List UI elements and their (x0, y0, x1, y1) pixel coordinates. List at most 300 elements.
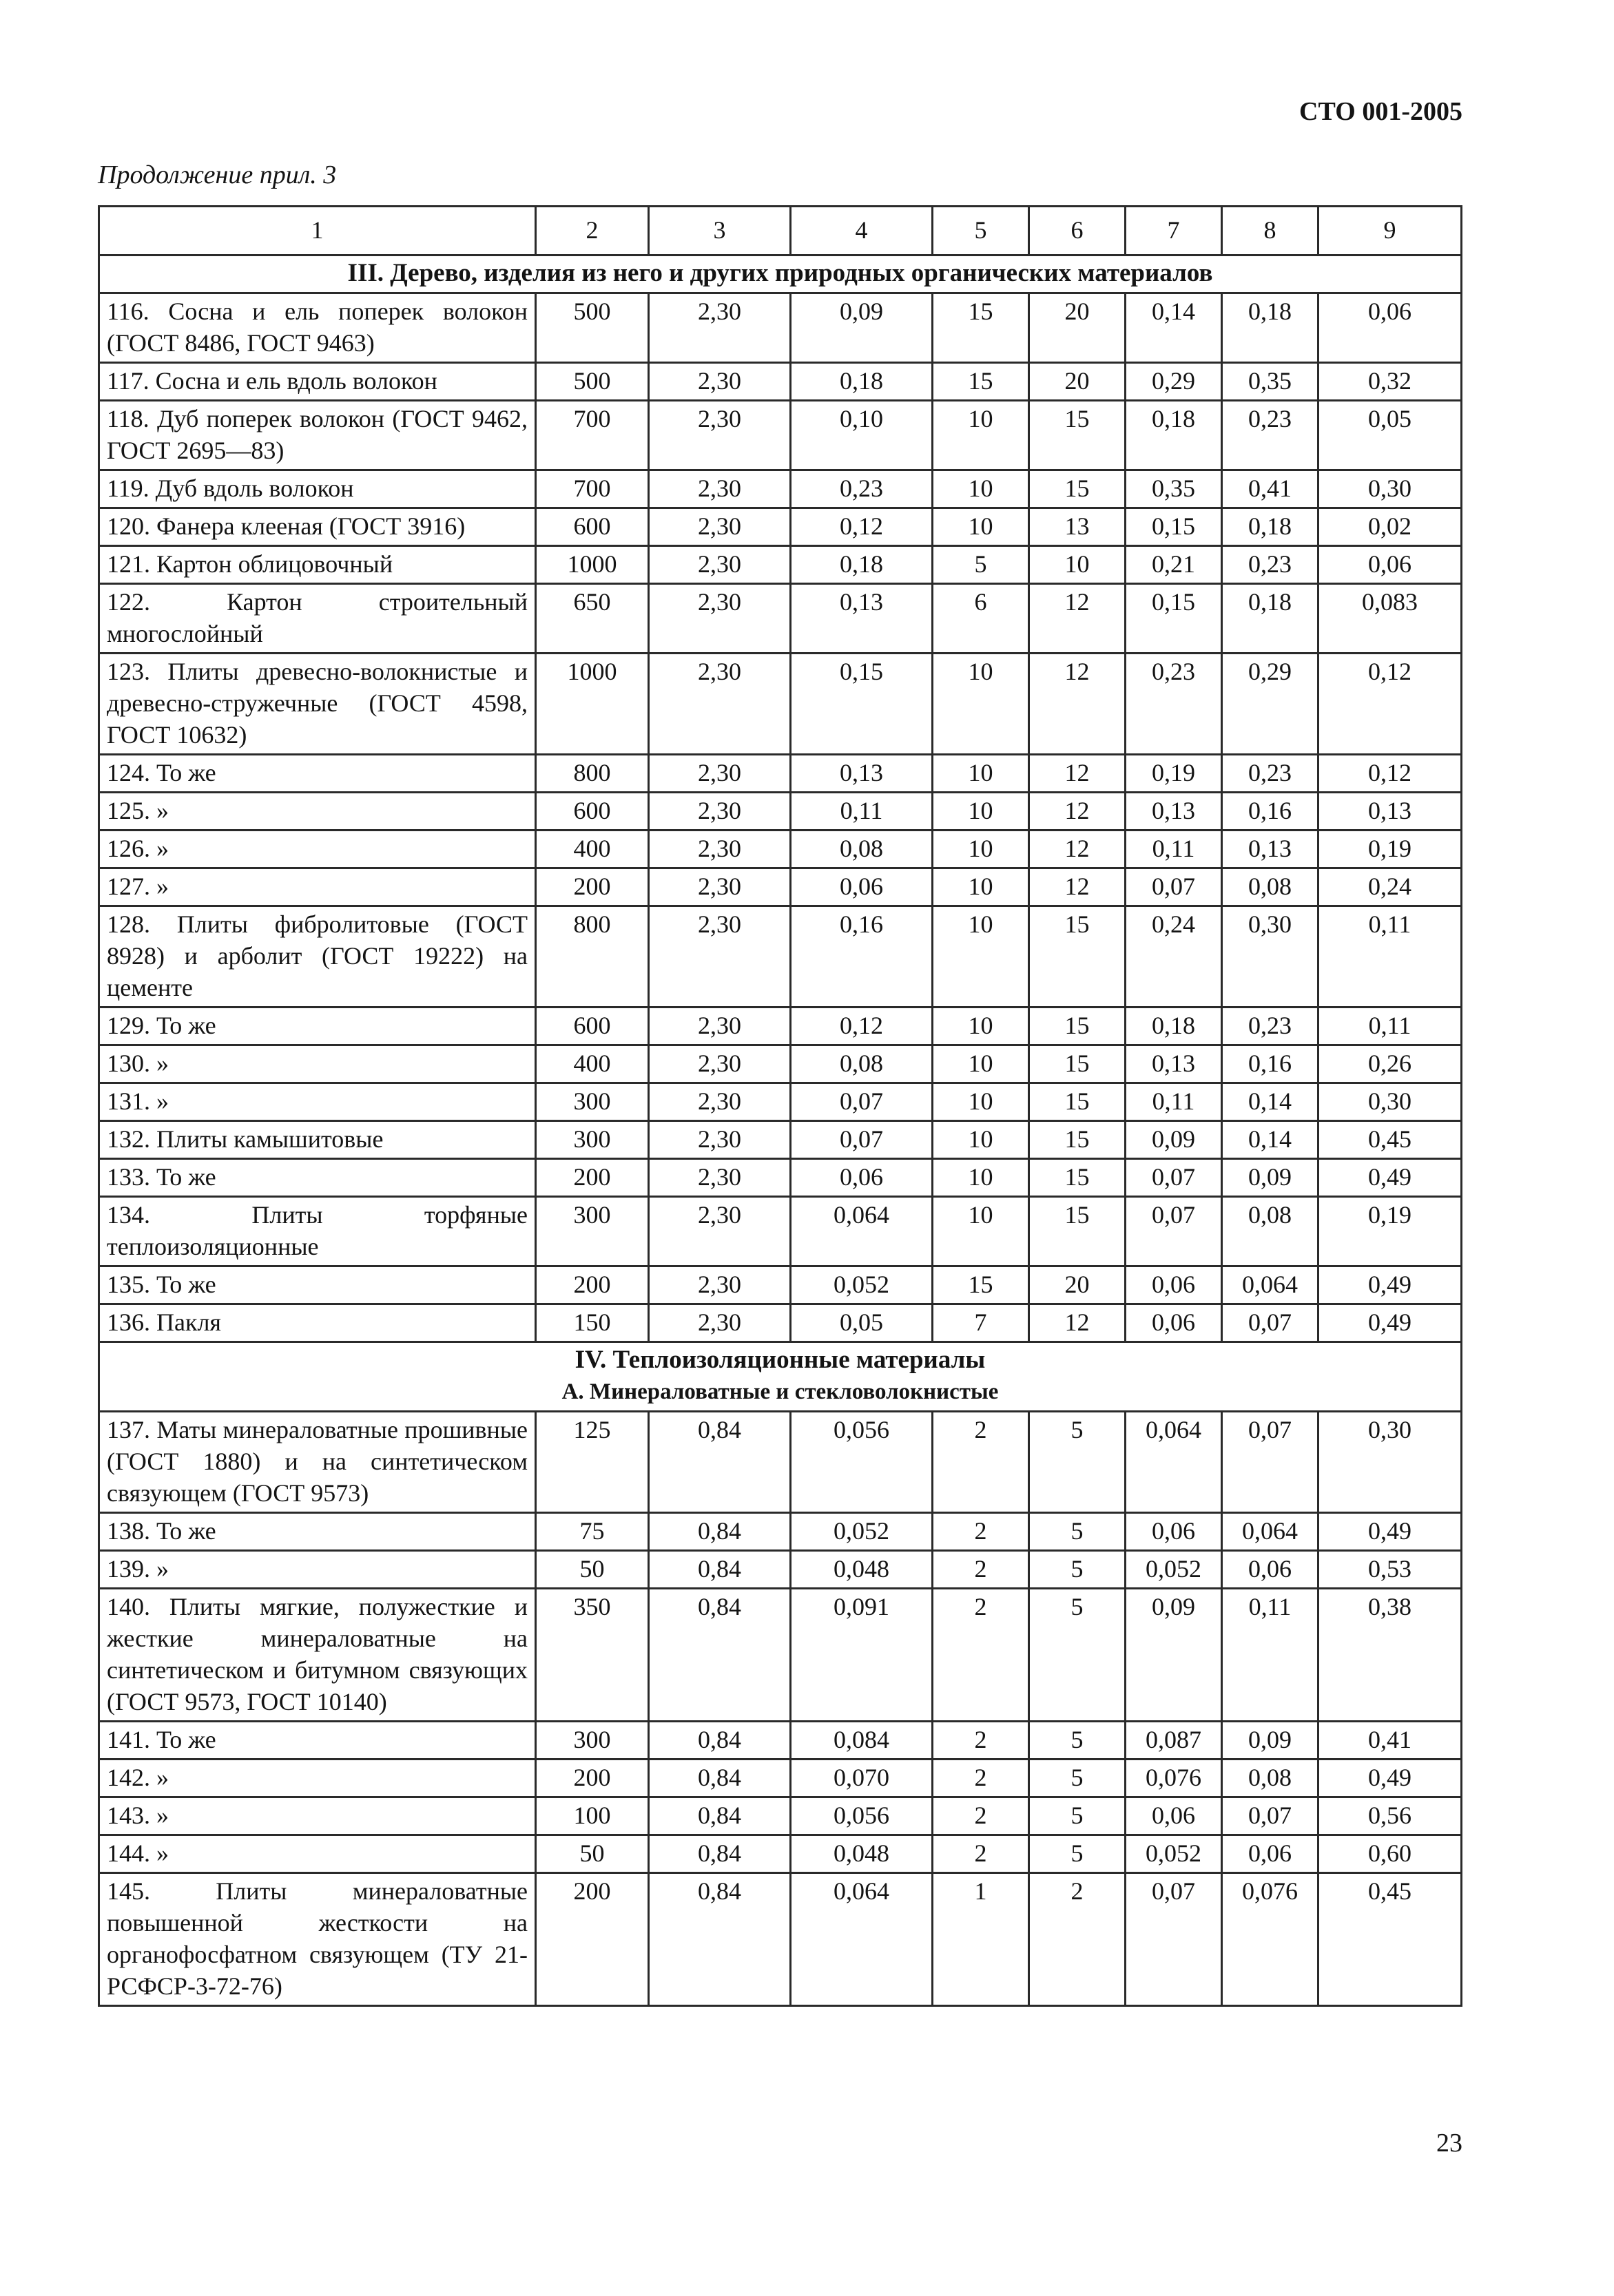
value-cell: 0,35 (1126, 470, 1222, 508)
value-cell: 0,10 (791, 401, 933, 470)
value-cell: 2 (1029, 1873, 1126, 2006)
value-cell: 300 (536, 1722, 649, 1760)
material-name-cell: 117. Сосна и ель вдоль волокон (99, 363, 536, 401)
value-cell: 2,30 (649, 1045, 791, 1083)
value-cell: 0,32 (1318, 363, 1462, 401)
material-name-cell: 141. То же (99, 1722, 536, 1760)
value-cell: 0,08 (1222, 1197, 1318, 1266)
table-row (99, 654, 1462, 755)
value-cell: 0,09 (1222, 1159, 1318, 1197)
value-cell: 0,064 (1222, 1513, 1318, 1551)
value-cell: 0,070 (791, 1760, 933, 1797)
value-cell: 0,23 (1126, 654, 1222, 755)
value-cell: 500 (536, 293, 649, 363)
value-cell: 0,13 (791, 755, 933, 793)
value-cell: 12 (1029, 793, 1126, 831)
value-cell: 0,15 (1126, 508, 1222, 546)
value-cell: 0,064 (1126, 1412, 1222, 1513)
value-cell: 0,12 (791, 508, 933, 546)
table-row (99, 1159, 1462, 1197)
value-cell: 0,11 (1318, 1008, 1462, 1045)
value-cell: 200 (536, 1266, 649, 1304)
value-cell: 10 (933, 401, 1029, 470)
value-cell: 400 (536, 1045, 649, 1083)
value-cell: 100 (536, 1797, 649, 1835)
material-name-cell: 140. Плиты мягкие, полужесткие и жесткие минераловатные на синтетическом и битумном связующих (ГОСТ 9573, ГОСТ 10140) (99, 1589, 536, 1722)
value-cell: 12 (1029, 755, 1126, 793)
table-row (99, 755, 1462, 793)
value-cell: 0,09 (1126, 1121, 1222, 1159)
value-cell: 15 (1029, 1083, 1126, 1121)
value-cell: 0,30 (1222, 906, 1318, 1008)
table-row (99, 546, 1462, 584)
material-name-cell: 139. » (99, 1551, 536, 1589)
value-cell: 0,23 (1222, 755, 1318, 793)
value-cell: 0,23 (1222, 546, 1318, 584)
value-cell: 10 (1029, 546, 1126, 584)
table-row (99, 1551, 1462, 1589)
value-cell: 0,12 (1318, 654, 1462, 755)
value-cell: 0,84 (649, 1551, 791, 1589)
value-cell: 20 (1029, 1266, 1126, 1304)
value-cell: 0,06 (1222, 1551, 1318, 1589)
value-cell: 12 (1029, 1304, 1126, 1342)
value-cell: 50 (536, 1551, 649, 1589)
value-cell: 700 (536, 401, 649, 470)
value-cell: 0,05 (791, 1304, 933, 1342)
value-cell: 2,30 (649, 868, 791, 906)
value-cell: 650 (536, 584, 649, 654)
value-cell: 0,11 (1222, 1589, 1318, 1722)
value-cell: 0,091 (791, 1589, 933, 1722)
value-cell: 0,076 (1222, 1873, 1318, 2006)
material-name-cell: 118. Дуб поперек волокон (ГОСТ 9462, ГОСТ 2695—83) (99, 401, 536, 470)
value-cell: 2,30 (649, 1266, 791, 1304)
value-cell: 0,064 (791, 1197, 933, 1266)
value-cell: 0,38 (1318, 1589, 1462, 1722)
value-cell: 15 (933, 363, 1029, 401)
value-cell: 1 (933, 1873, 1029, 2006)
value-cell: 0,23 (791, 470, 933, 508)
value-cell: 0,45 (1318, 1121, 1462, 1159)
column-number-cell: 9 (1318, 207, 1462, 255)
value-cell: 0,06 (1318, 293, 1462, 363)
value-cell: 0,16 (1222, 1045, 1318, 1083)
value-cell: 0,052 (791, 1266, 933, 1304)
value-cell: 0,07 (1126, 1159, 1222, 1197)
material-name-cell: 128. Плиты фибролитовые (ГОСТ 8928) и арболит (ГОСТ 19222) на цементе (99, 906, 536, 1008)
value-cell: 1000 (536, 654, 649, 755)
value-cell: 0,29 (1222, 654, 1318, 755)
material-name-cell: 133. То же (99, 1159, 536, 1197)
table-row (99, 793, 1462, 831)
value-cell: 5 (1029, 1760, 1126, 1797)
value-cell: 0,84 (649, 1412, 791, 1513)
value-cell: 0,052 (1126, 1835, 1222, 1873)
value-cell: 0,12 (791, 1008, 933, 1045)
value-cell: 0,08 (791, 1045, 933, 1083)
value-cell: 5 (1029, 1589, 1126, 1722)
value-cell: 10 (933, 755, 1029, 793)
value-cell: 350 (536, 1589, 649, 1722)
value-cell: 5 (933, 546, 1029, 584)
value-cell: 0,08 (1222, 868, 1318, 906)
value-cell: 0,35 (1222, 363, 1318, 401)
value-cell: 2,30 (649, 906, 791, 1008)
value-cell: 600 (536, 793, 649, 831)
table-row (99, 363, 1462, 401)
value-cell: 15 (1029, 906, 1126, 1008)
value-cell: 2,30 (649, 1159, 791, 1197)
value-cell: 10 (933, 1008, 1029, 1045)
value-cell: 12 (1029, 584, 1126, 654)
value-cell: 0,056 (791, 1412, 933, 1513)
value-cell: 2 (933, 1551, 1029, 1589)
column-number-row (99, 207, 1462, 255)
value-cell: 7 (933, 1304, 1029, 1342)
value-cell: 0,13 (1318, 793, 1462, 831)
value-cell: 20 (1029, 363, 1126, 401)
value-cell: 0,84 (649, 1873, 791, 2006)
value-cell: 0,19 (1126, 755, 1222, 793)
value-cell: 10 (933, 1197, 1029, 1266)
value-cell: 800 (536, 755, 649, 793)
material-name-cell: 124. То же (99, 755, 536, 793)
value-cell: 2,30 (649, 470, 791, 508)
table-row (99, 1121, 1462, 1159)
table-row (99, 1797, 1462, 1835)
table-row (99, 508, 1462, 546)
table-row (99, 906, 1462, 1008)
value-cell: 75 (536, 1513, 649, 1551)
section-header (99, 255, 1462, 293)
material-name-cell: 134. Плиты торфяные теплоизоляционные (99, 1197, 536, 1266)
value-cell: 2,30 (649, 584, 791, 654)
value-cell: 10 (933, 1083, 1029, 1121)
value-cell: 0,13 (1222, 831, 1318, 868)
value-cell: 0,13 (1126, 793, 1222, 831)
value-cell: 0,14 (1222, 1083, 1318, 1121)
value-cell: 0,056 (791, 1797, 933, 1835)
value-cell: 15 (933, 293, 1029, 363)
value-cell: 2,30 (649, 1197, 791, 1266)
section-title: IV. Теплоизоляционные материалы (575, 1346, 986, 1374)
table-row (99, 1760, 1462, 1797)
materials-table (98, 205, 1462, 2007)
value-cell: 0,11 (1126, 1083, 1222, 1121)
value-cell: 0,13 (1126, 1045, 1222, 1083)
value-cell: 300 (536, 1121, 649, 1159)
material-name-cell: 116. Сосна и ель поперек волокон (ГОСТ 8486, ГОСТ 9463) (99, 293, 536, 363)
value-cell: 10 (933, 868, 1029, 906)
document-code: СТО 001-2005 (1299, 97, 1462, 126)
value-cell: 0,23 (1222, 1008, 1318, 1045)
value-cell: 125 (536, 1412, 649, 1513)
value-cell: 600 (536, 508, 649, 546)
value-cell: 0,11 (791, 793, 933, 831)
value-cell: 300 (536, 1083, 649, 1121)
value-cell: 150 (536, 1304, 649, 1342)
value-cell: 600 (536, 1008, 649, 1045)
value-cell: 0,24 (1126, 906, 1222, 1008)
value-cell: 2 (933, 1589, 1029, 1722)
value-cell: 2 (933, 1835, 1029, 1873)
value-cell: 0,16 (1222, 793, 1318, 831)
table-row (99, 1266, 1462, 1304)
material-name-cell: 119. Дуб вдоль волокон (99, 470, 536, 508)
value-cell: 0,19 (1318, 831, 1462, 868)
material-name-cell: 145. Плиты минераловатные повышенной жесткости на органофосфатном связующем (ТУ 21-РСФСР-3-72-76) (99, 1873, 536, 2006)
value-cell: 10 (933, 831, 1029, 868)
value-cell: 13 (1029, 508, 1126, 546)
value-cell: 0,49 (1318, 1266, 1462, 1304)
page-number: 23 (1436, 2129, 1462, 2158)
value-cell: 0,60 (1318, 1835, 1462, 1873)
value-cell: 12 (1029, 831, 1126, 868)
value-cell: 2,30 (649, 546, 791, 584)
value-cell: 15 (933, 1266, 1029, 1304)
value-cell: 0,30 (1318, 1083, 1462, 1121)
value-cell: 0,18 (1222, 293, 1318, 363)
value-cell: 200 (536, 868, 649, 906)
value-cell: 0,18 (1126, 1008, 1222, 1045)
value-cell: 2,30 (649, 1121, 791, 1159)
value-cell: 0,08 (791, 831, 933, 868)
table-row (99, 584, 1462, 654)
value-cell: 2 (933, 1722, 1029, 1760)
value-cell: 0,084 (791, 1722, 933, 1760)
material-name-cell: 137. Маты минераловатные прошивные (ГОСТ 1880) и на синтетическом связующем (ГОСТ 9573) (99, 1412, 536, 1513)
value-cell: 0,30 (1318, 470, 1462, 508)
section-header-row (99, 1342, 1462, 1412)
material-name-cell: 129. То же (99, 1008, 536, 1045)
value-cell: 0,84 (649, 1513, 791, 1551)
value-cell: 5 (1029, 1551, 1126, 1589)
value-cell: 0,09 (1222, 1722, 1318, 1760)
table-row (99, 1589, 1462, 1722)
material-name-cell: 142. » (99, 1760, 536, 1797)
value-cell: 0,048 (791, 1551, 933, 1589)
material-name-cell: 135. То же (99, 1266, 536, 1304)
material-name-cell: 131. » (99, 1083, 536, 1121)
value-cell: 5 (1029, 1513, 1126, 1551)
value-cell: 0,076 (1126, 1760, 1222, 1797)
value-cell: 0,23 (1222, 401, 1318, 470)
value-cell: 500 (536, 363, 649, 401)
value-cell: 2 (933, 1797, 1029, 1835)
value-cell: 2,30 (649, 508, 791, 546)
value-cell: 0,07 (1126, 1197, 1222, 1266)
value-cell: 50 (536, 1835, 649, 1873)
table-row (99, 831, 1462, 868)
table-row (99, 1045, 1462, 1083)
value-cell: 2,30 (649, 363, 791, 401)
section-title: III. Дерево, изделия из него и других природных органических материалов (347, 259, 1213, 287)
value-cell: 0,06 (1126, 1797, 1222, 1835)
material-name-cell: 136. Пакля (99, 1304, 536, 1342)
column-number-cell: 3 (649, 207, 791, 255)
value-cell: 0,06 (1126, 1513, 1222, 1551)
column-number-cell: 6 (1029, 207, 1126, 255)
value-cell: 10 (933, 1121, 1029, 1159)
value-cell: 0,052 (1126, 1551, 1222, 1589)
material-name-cell: 121. Картон облицовочный (99, 546, 536, 584)
value-cell: 6 (933, 584, 1029, 654)
value-cell: 0,06 (791, 1159, 933, 1197)
value-cell: 0,14 (1222, 1121, 1318, 1159)
table-row (99, 1835, 1462, 1873)
value-cell: 15 (1029, 1121, 1126, 1159)
column-number-cell: 5 (933, 207, 1029, 255)
value-cell: 15 (1029, 1159, 1126, 1197)
value-cell: 0,18 (1222, 584, 1318, 654)
material-name-cell: 130. » (99, 1045, 536, 1083)
value-cell: 5 (1029, 1722, 1126, 1760)
value-cell: 2,30 (649, 1083, 791, 1121)
value-cell: 0,30 (1318, 1412, 1462, 1513)
value-cell: 0,06 (791, 868, 933, 906)
value-cell: 0,84 (649, 1835, 791, 1873)
value-cell: 0,087 (1126, 1722, 1222, 1760)
value-cell: 0,06 (1222, 1835, 1318, 1873)
value-cell: 0,16 (791, 906, 933, 1008)
table-row (99, 1008, 1462, 1045)
value-cell: 0,07 (1222, 1304, 1318, 1342)
value-cell: 10 (933, 793, 1029, 831)
value-cell: 2,30 (649, 293, 791, 363)
value-cell: 300 (536, 1197, 649, 1266)
value-cell: 2,30 (649, 755, 791, 793)
value-cell: 10 (933, 1045, 1029, 1083)
column-number-cell: 7 (1126, 207, 1222, 255)
value-cell: 15 (1029, 470, 1126, 508)
column-number-cell: 1 (99, 207, 536, 255)
value-cell: 0,21 (1126, 546, 1222, 584)
value-cell: 10 (933, 508, 1029, 546)
value-cell: 0,18 (791, 363, 933, 401)
material-name-cell: 144. » (99, 1835, 536, 1873)
value-cell: 0,06 (1126, 1266, 1222, 1304)
value-cell: 5 (1029, 1797, 1126, 1835)
value-cell: 0,12 (1318, 755, 1462, 793)
value-cell: 5 (1029, 1412, 1126, 1513)
value-cell: 2,30 (649, 793, 791, 831)
value-cell: 200 (536, 1873, 649, 2006)
value-cell: 0,15 (1126, 584, 1222, 654)
value-cell: 0,84 (649, 1722, 791, 1760)
table-row (99, 1722, 1462, 1760)
value-cell: 0,45 (1318, 1873, 1462, 2006)
value-cell: 15 (1029, 401, 1126, 470)
value-cell: 2 (933, 1412, 1029, 1513)
value-cell: 10 (933, 906, 1029, 1008)
column-number-cell: 4 (791, 207, 933, 255)
value-cell: 0,49 (1318, 1513, 1462, 1551)
value-cell: 2,30 (649, 831, 791, 868)
value-cell: 0,08 (1222, 1760, 1318, 1797)
value-cell: 400 (536, 831, 649, 868)
material-name-cell: 123. Плиты древесно-волокнистые и древесно-стружечные (ГОСТ 4598, ГОСТ 10632) (99, 654, 536, 755)
value-cell: 0,05 (1318, 401, 1462, 470)
column-number-cell: 2 (536, 207, 649, 255)
value-cell: 0,18 (1222, 508, 1318, 546)
value-cell: 0,84 (649, 1589, 791, 1722)
material-name-cell: 125. » (99, 793, 536, 831)
value-cell: 0,18 (791, 546, 933, 584)
value-cell: 0,06 (1318, 546, 1462, 584)
value-cell: 0,06 (1126, 1304, 1222, 1342)
value-cell: 2,30 (649, 654, 791, 755)
value-cell: 0,49 (1318, 1159, 1462, 1197)
value-cell: 0,07 (1126, 1873, 1222, 2006)
value-cell: 0,26 (1318, 1045, 1462, 1083)
table-row (99, 1197, 1462, 1266)
table-row (99, 1304, 1462, 1342)
value-cell: 0,49 (1318, 1304, 1462, 1342)
value-cell: 0,02 (1318, 508, 1462, 546)
material-name-cell: 138. То же (99, 1513, 536, 1551)
value-cell: 15 (1029, 1045, 1126, 1083)
material-name-cell: 126. » (99, 831, 536, 868)
value-cell: 0,84 (649, 1797, 791, 1835)
value-cell: 12 (1029, 868, 1126, 906)
value-cell: 10 (933, 654, 1029, 755)
value-cell: 15 (1029, 1197, 1126, 1266)
value-cell: 0,07 (791, 1083, 933, 1121)
material-name-cell: 127. » (99, 868, 536, 906)
value-cell: 5 (1029, 1835, 1126, 1873)
value-cell: 10 (933, 470, 1029, 508)
value-cell: 800 (536, 906, 649, 1008)
value-cell: 0,048 (791, 1835, 933, 1873)
value-cell: 20 (1029, 293, 1126, 363)
value-cell: 0,13 (791, 584, 933, 654)
value-cell: 0,18 (1126, 401, 1222, 470)
material-name-cell: 122. Картон строительный многослойный (99, 584, 536, 654)
value-cell: 0,09 (791, 293, 933, 363)
value-cell: 0,53 (1318, 1551, 1462, 1589)
table-row (99, 1873, 1462, 2006)
value-cell: 2,30 (649, 401, 791, 470)
section-header-row (99, 255, 1462, 293)
table-row (99, 868, 1462, 906)
table-row (99, 293, 1462, 363)
value-cell: 0,29 (1126, 363, 1222, 401)
value-cell: 0,15 (791, 654, 933, 755)
value-cell: 200 (536, 1760, 649, 1797)
table-row (99, 1513, 1462, 1551)
value-cell: 0,11 (1318, 906, 1462, 1008)
value-cell: 0,19 (1318, 1197, 1462, 1266)
value-cell: 10 (933, 1159, 1029, 1197)
value-cell: 0,064 (791, 1873, 933, 2006)
value-cell: 2 (933, 1513, 1029, 1551)
value-cell: 0,84 (649, 1760, 791, 1797)
value-cell: 0,41 (1318, 1722, 1462, 1760)
table-row (99, 1083, 1462, 1121)
column-number-cell: 8 (1222, 207, 1318, 255)
material-name-cell: 120. Фанера клееная (ГОСТ 3916) (99, 508, 536, 546)
value-cell: 700 (536, 470, 649, 508)
section-subtitle: А. Минераловатные и стекловолокнистые (561, 1379, 999, 1404)
continuation-caption: Продолжение прил. 3 (98, 160, 337, 189)
value-cell: 0,064 (1222, 1266, 1318, 1304)
table-body (99, 207, 1462, 2006)
value-cell: 0,09 (1126, 1589, 1222, 1722)
value-cell: 0,052 (791, 1513, 933, 1551)
section-header (99, 1342, 1462, 1412)
value-cell: 0,41 (1222, 470, 1318, 508)
